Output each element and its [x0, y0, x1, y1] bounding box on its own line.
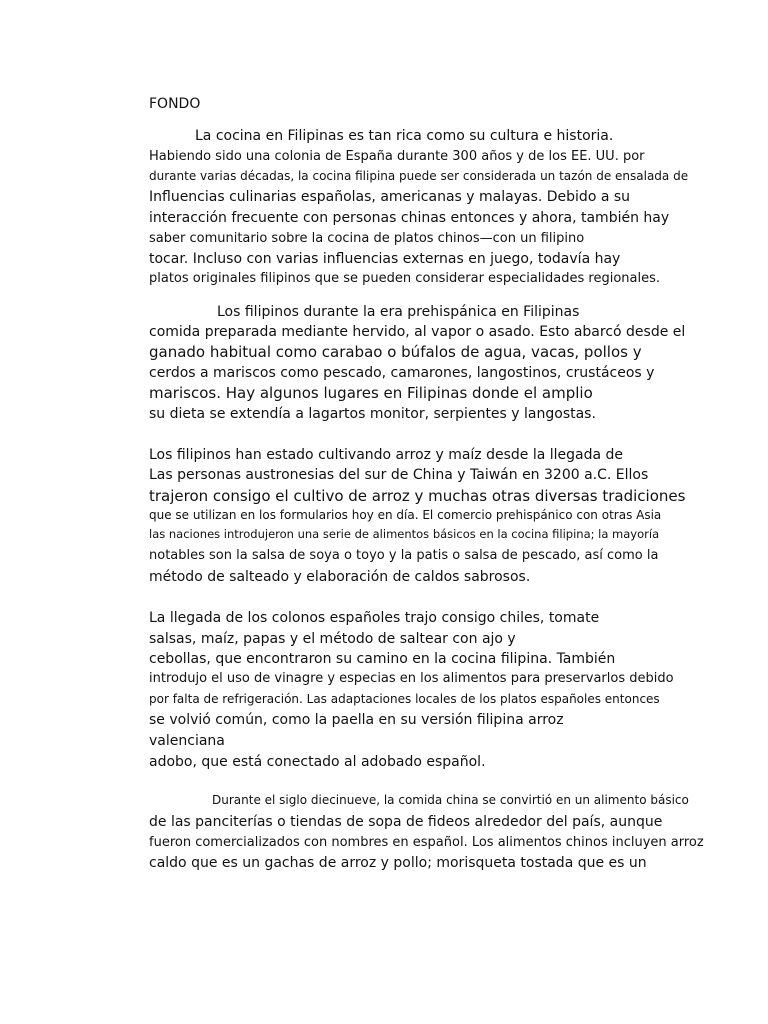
paragraph-3-line-6: notables son la salsa de soya o toyo y la patis o salsa de pescado, así como la — [149, 548, 659, 563]
paragraph-4-line-3: cebollas, que encontraron su camino en la cocina filipina. También — [149, 651, 616, 667]
paragraph-1-line-2: Habiendo sido una colonia de España durante 300 años y de los EE. UU. por — [149, 149, 645, 164]
paragraph-2-line-3: ganado habitual como carabao o búfalos de agua, vacas, pollos y — [149, 343, 642, 361]
paragraph-3-line-7: método de salteado y elaboración de caldos sabrosos. — [149, 569, 531, 585]
paragraph-2-line-6: su dieta se extendía a lagartos monitor, serpientes y langostas. — [149, 406, 596, 422]
paragraph-4-line-4: introdujo el uso de vinagre y especias en los alimentos para preservarlos debido — [149, 671, 674, 686]
paragraph-3-line-3: trajeron consigo el cultivo de arroz y muchas otras diversas tradiciones — [149, 487, 686, 505]
paragraph-4-line-8: adobo, que está conectado al adobado español. — [149, 754, 486, 770]
paragraph-4-line-6: se volvió común, como la paella en su versión filipina arroz — [149, 712, 564, 728]
paragraph-1-line-3: durante varias décadas, la cocina filipina puede ser considerada un tazón de ensalada de — [149, 169, 689, 183]
paragraph-3-line-1: Los filipinos han estado cultivando arroz y maíz desde la llegada de — [149, 447, 624, 463]
paragraph-1-line-6: saber comunitario sobre la cocina de platos chinos—con un filipino — [149, 231, 585, 246]
paragraph-1-line-8: platos originales filipinos que se pueden considerar especialidades regionales. — [149, 271, 660, 286]
paragraph-3-line-4: que se utilizan en los formularios hoy en día. El comercio prehispánico con otras Asia — [149, 508, 662, 522]
paragraph-5-line-4: caldo que es un gachas de arroz y pollo; morisqueta tostada que es un — [149, 855, 647, 871]
paragraph-1-line-1: La cocina en Filipinas es tan rica como su cultura e historia. — [195, 128, 614, 144]
paragraph-3-line-2: Las personas austronesias del sur de China y Taiwán en 3200 a.C. Ellos — [149, 467, 649, 483]
paragraph-5-line-1: Durante el siglo diecinueve, la comida china se convirtió en un alimento básico — [212, 793, 689, 807]
paragraph-5-line-3: fueron comercializados con nombres en español. Los alimentos chinos incluyen arroz — [149, 835, 704, 850]
paragraph-1-line-7: tocar. Incluso con varias influencias externas en juego, todavía hay — [149, 251, 621, 267]
paragraph-3-line-5: las naciones introdujeron una serie de alimentos básicos en la cocina filipina; la mayoría — [149, 527, 660, 541]
paragraph-4-line-5: por falta de refrigeración. Las adaptaciones locales de los platos españoles entonces — [149, 692, 660, 706]
paragraph-5-line-2: de las panciterías o tiendas de sopa de fideos alrededor del país, aunque — [149, 814, 663, 830]
paragraph-2-line-2: comida preparada mediante hervido, al vapor o asado. Esto abarcó desde el — [149, 324, 686, 340]
paragraph-2-line-4: cerdos a mariscos como pescado, camarones, langostinos, crustáceos y — [149, 365, 655, 381]
paragraph-2-line-1: Los filipinos durante la era prehispánica en Filipinas — [217, 304, 580, 320]
paragraph-4-line-7: valenciana — [149, 733, 225, 749]
paragraph-1-line-5: interacción frecuente con personas chinas entonces y ahora, también hay — [149, 210, 670, 226]
paragraph-4-line-2: salsas, maíz, papas y el método de saltear con ajo y — [149, 631, 516, 647]
paragraph-2-line-5: mariscos. Hay algunos lugares en Filipinas donde el amplio — [149, 384, 593, 402]
paragraph-4-line-1: La llegada de los colonos españoles trajo consigo chiles, tomate — [149, 610, 600, 626]
section-heading: FONDO — [149, 96, 201, 112]
paragraph-1-line-4: Influencias culinarias españolas, americanas y malayas. Debido a su — [149, 189, 631, 205]
